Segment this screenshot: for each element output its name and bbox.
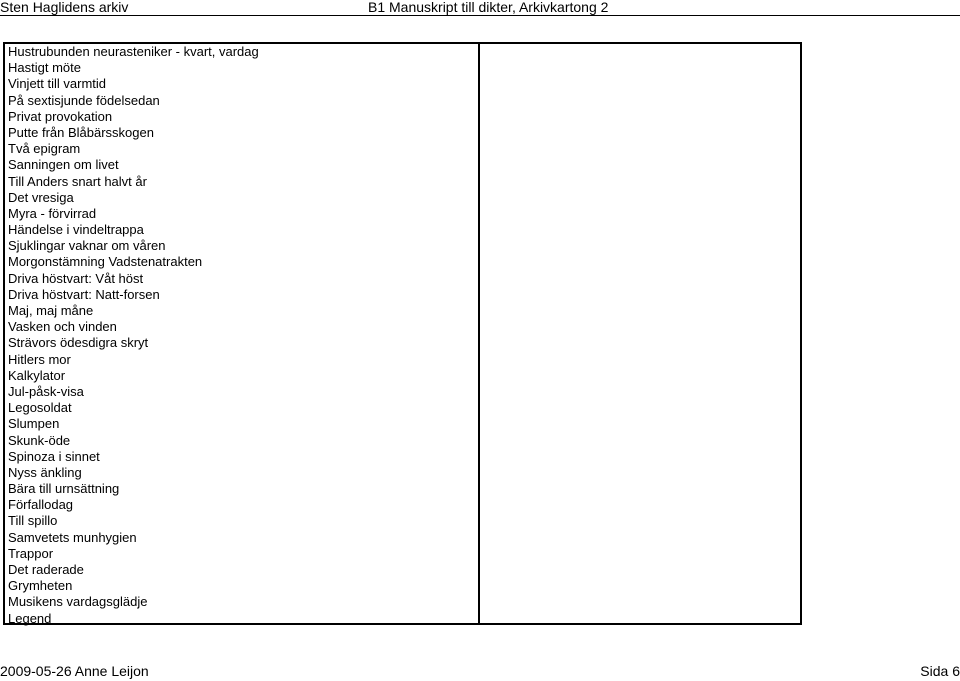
poem-title: Putte från Blåbärsskogen [8,124,154,140]
poem-title: Vinjett till varmtid [8,76,107,92]
poem-title: Grymheten [8,578,73,594]
poem-title: Legend [8,610,52,626]
poem-title: Händelse i vindeltrappa [8,222,144,238]
poem-title: Jul-påsk-visa [8,383,84,399]
poem-title: Strävors ödesdigra skryt [8,335,149,351]
page-number: Sida 6 [920,663,960,679]
poem-title: Musikens vardagsglädje [8,594,148,610]
poem-title: Legosoldat [8,400,72,416]
poem-title: Trappor [8,545,54,561]
poem-title: Samvetets munhygien [8,529,137,545]
poem-title: Driva höstvart: Natt-forsen [8,286,160,302]
poem-title: På sextisjunde födelsedan [8,92,160,108]
poem-title: Bära till urnsättning [8,481,120,497]
manuscript-table [3,42,802,625]
poem-title: Myra - förvirrad [8,205,97,221]
poem-title: Driva höstvart: Våt höst [8,270,144,286]
column-divider [478,44,480,623]
poem-title: Till Anders snart halvt år [8,173,147,189]
document-title: B1 Manuskript till dikter, Arkivkartong 2 [368,0,609,15]
poem-title: Morgonstämning Vadstenatrakten [8,254,203,270]
poem-title: Sanningen om livet [8,157,119,173]
poem-title: Det vresiga [8,189,74,205]
poem-title: Maj, maj måne [8,303,94,318]
poem-title: Hustrubunden neurasteniker - kvart, vardag [8,44,259,59]
footer-date-author: 2009-05-26 Anne Leijon [0,663,149,679]
poem-title: Skunk-öde [8,432,71,448]
archive-name: Sten Haglidens arkiv [0,0,129,15]
poem-title: Förfallodag [8,497,74,513]
poem-title: Privat provokation [8,108,113,124]
poem-title: Kalkylator [8,367,66,383]
poem-title: Spinoza i sinnet [8,448,100,464]
poem-title: Till spillo [8,513,58,529]
poem-title: Vasken och vinden [8,319,117,335]
poem-title: Hastigt möte [8,60,81,76]
poem-title: Sjuklingar vaknar om våren [8,238,166,254]
poem-title: Det raderade [8,562,84,577]
header-rule [0,15,960,16]
poem-title: Nyss änkling [8,464,82,480]
poem-title: Två epigram [8,141,81,157]
poem-title: Hitlers mor [8,351,71,367]
poem-title-list [8,44,259,627]
poem-title: Slumpen [8,416,60,432]
